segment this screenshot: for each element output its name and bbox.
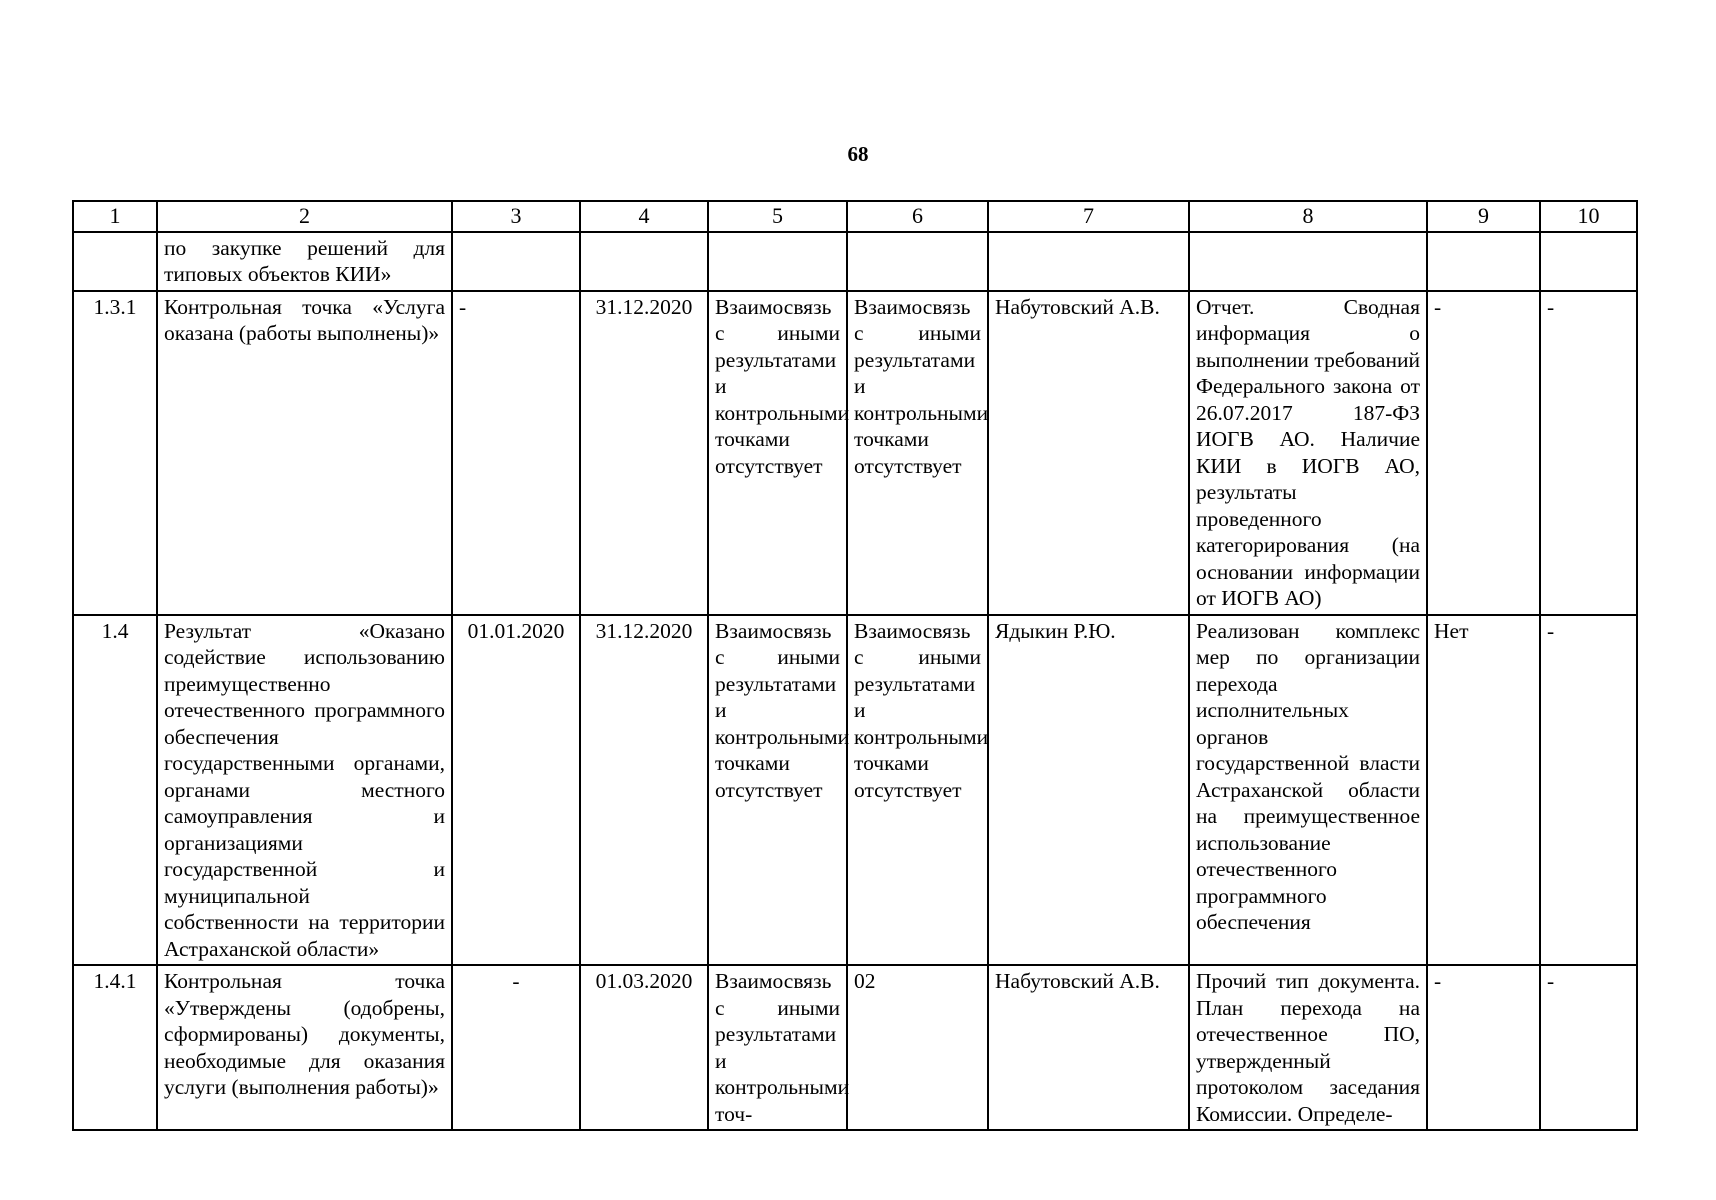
table-header-row	[73, 201, 1637, 232]
successor-cell: Взаимосвязь с иными результатами и контрольными точками отсутствует	[847, 291, 988, 615]
predecessor-cell	[708, 232, 847, 291]
header-cell: 10	[1540, 201, 1637, 232]
predecessor-cell: Взаимосвязь с иными результатами и контрольными точ-	[708, 965, 847, 1130]
start-date-cell	[452, 232, 580, 291]
successor-cell: 02	[847, 965, 988, 1130]
col10-cell: -	[1540, 291, 1637, 615]
responsible-cell: Набутовский А.В.	[988, 291, 1189, 615]
end-date-cell	[580, 232, 708, 291]
predecessor-cell: Взаимосвязь с иными результатами и контрольными точками отсутствует	[708, 615, 847, 966]
description-cell: Результат «Оказано содействие использованию преимущественно отечественного программного обеспечения государственными органами, органами местного самоуправления и организациями государственной и муниципальной собственности на территории Астраханской области»	[157, 615, 452, 966]
header-cell: 9	[1427, 201, 1540, 232]
row-number-cell	[73, 232, 157, 291]
document-cell: Отчет. Сводная информация о выполнении требований Федерального закона от 26.07.2017 187-ФЗ ИОГВ АО. Наличие КИИ в ИОГВ АО, результаты проведенного категорирования (на основании информации от ИОГВ АО)	[1189, 291, 1427, 615]
start-date-cell: 01.01.2020	[452, 615, 580, 966]
end-date-cell: 01.03.2020	[580, 965, 708, 1130]
header-cell: 2	[157, 201, 452, 232]
header-cell: 3	[452, 201, 580, 232]
col9-cell: Нет	[1427, 615, 1540, 966]
col9-cell: -	[1427, 965, 1540, 1130]
table-row	[73, 615, 1637, 966]
page-number: 68	[847, 142, 869, 166]
table-row	[73, 965, 1637, 1130]
table-row	[73, 291, 1637, 615]
responsible-cell: Ядыкин Р.Ю.	[988, 615, 1189, 966]
header-cell: 8	[1189, 201, 1427, 232]
document-cell	[1189, 232, 1427, 291]
header-cell: 4	[580, 201, 708, 232]
col10-cell: -	[1540, 615, 1637, 966]
col9-cell: -	[1427, 291, 1540, 615]
start-date-cell: -	[452, 965, 580, 1130]
successor-cell: Взаимосвязь с иными результатами и контрольными точками отсутствует	[847, 615, 988, 966]
responsible-cell: Набутовский А.В.	[988, 965, 1189, 1130]
predecessor-cell: Взаимосвязь с иными результатами и контрольными точками отсутствует	[708, 291, 847, 615]
plan-table	[72, 200, 1638, 1131]
row-number-cell: 1.4.1	[73, 965, 157, 1130]
responsible-cell	[988, 232, 1189, 291]
row-number-cell: 1.4	[73, 615, 157, 966]
header-cell: 6	[847, 201, 988, 232]
col10-cell	[1540, 232, 1637, 291]
document-cell: Реализован комплекс мер по организации перехода исполнительных органов государственной власти Астраханской области на преимущественное использование отечественного программного обеспечения	[1189, 615, 1427, 966]
successor-cell	[847, 232, 988, 291]
header-cell: 7	[988, 201, 1189, 232]
row-number-cell: 1.3.1	[73, 291, 157, 615]
end-date-cell: 31.12.2020	[580, 615, 708, 966]
header-cell: 5	[708, 201, 847, 232]
document-cell: Прочий тип документа. План перехода на отечественное ПО, утвержденный протоколом заседания Комиссии. Определе-	[1189, 965, 1427, 1130]
col9-cell	[1427, 232, 1540, 291]
description-cell: Контрольная точка «Утверждены (одобрены, сформированы) документы, необходимые для оказания услуги (выполнения работы)»	[157, 965, 452, 1130]
description-cell: Контрольная точка «Услуга оказана (работы выполнены)»	[157, 291, 452, 615]
header-cell: 1	[73, 201, 157, 232]
start-date-cell: -	[452, 291, 580, 615]
end-date-cell: 31.12.2020	[580, 291, 708, 615]
col10-cell: -	[1540, 965, 1637, 1130]
description-cell: по закупке решений для типовых объектов КИИ»	[157, 232, 452, 291]
table-row	[73, 232, 1637, 291]
